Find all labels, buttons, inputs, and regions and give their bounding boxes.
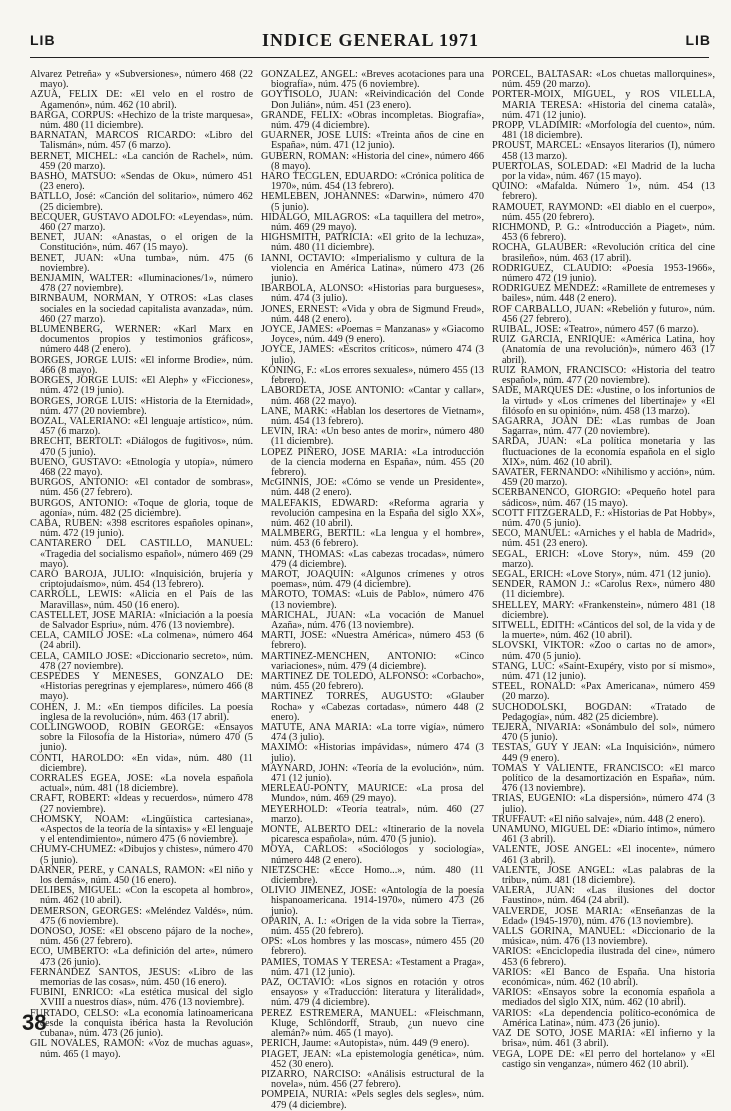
index-entry: HARO TECGLEN, EDUARDO: «Crónica política de 1970», núm. 454 (13 febrero). [261, 171, 484, 193]
index-entry: MAROT, JOAQUIN: «Algunos crímenes y otros poemas», núm. 479 (4 diciembre). [261, 568, 484, 591]
index-entry: DARNER, PERE, y CANALS, RAMON: «El niño y los demás», núm. 450 (16 enero). [30, 864, 253, 887]
index-entry: STANG, LUC: «Saint-Exupéry, visto por sí mismo», núm. 471 (12 junio). [492, 660, 715, 682]
index-entry: PIZARRO, NARCISO: «Análisis estructural de la novela», núm. 456 (27 febrero). [261, 1068, 484, 1091]
index-entry: ROF CARBALLO, JUAN: «Rebelión y futuro», núm. 456 (27 febrero). [492, 303, 715, 325]
index-entry: VALLS GORINA, MANUEL: «Diccionario de la música», núm. 476 (13 noviembre). [492, 926, 715, 948]
index-entry: FERNANDEZ SANTOS, JESUS: «Libro de las memorias de las cosas», núm. 450 (16 enero). [30, 966, 253, 989]
index-entry: SAVATER, FERNANDO: «Nihilismo y acción», núm. 459 (20 marzo). [492, 466, 715, 489]
index-entry: UNAMUNO, MIGUEL DE: «Diario íntimo», número 461 (3 abril). [492, 824, 715, 846]
index-entry: AZUA, FELIX DE: «El velo en el rostro de Agamenón», núm. 462 (10 abril). [30, 89, 253, 111]
index-entry: BRECHT, BERTOLT: «Diálogos de fugitivos», núm. 470 (5 junio). [30, 436, 253, 458]
page-header [30, 32, 711, 56]
index-entry: JOYCE, JAMES: «Poemas = Manzanas» y «Giacomo Joyce», núm. 449 (9 enero). [261, 324, 484, 346]
page-number: 38 [22, 1010, 47, 1035]
index-entry: MEYERHOLD: «Teoría teatral», núm. 460 (27 marzo). [261, 803, 484, 825]
index-entry: CARO BAROJA, JULIO: «Inquisición, brujería y criptojudaísmo», núm. 454 (13 febrero). [30, 568, 253, 591]
index-entry: NIETZSCHE: «Ecce Homo...», núm. 480 (11 diciembre). [261, 864, 484, 887]
index-entry: GOYTISOLO, JUAN: «Reivindicación del Conde Don Julián», núm. 451 (23 enero). [261, 89, 484, 111]
index-entry: CESPEDES Y MENESES, GONZALO DE: «Historias peregrinas y ejemplares», número 466 (8 mayo). [30, 670, 253, 703]
index-entry: MAROTO, TOMAS: «Luis de Pablo», número 476 (13 noviembre). [261, 589, 484, 611]
index-entry: SUCHODOLSKI, BOGDAN: «Tratado de Pedagogía», núm. 482 (25 diciembre). [492, 701, 715, 723]
index-column-3 [492, 69, 715, 1070]
index-entry: PROPP, VLADIMIR: «Morfología del cuento», núm. 481 (18 diciembre). [492, 120, 715, 142]
index-entry: IBARBOLA, ALONSO: «Historias para burgueses», núm. 474 (3 julio). [261, 283, 484, 305]
index-entry: MAXIMO: «Historias impávidas», número 474 (3 julio). [261, 742, 484, 764]
index-entry: RUIBAL, JOSE: «Teatro», número 457 (6 marzo). [492, 324, 699, 336]
index-entry: FUBINI, ENRICO: «La estética musical del siglo XVIII a nuestros días», núm. 476 (13 noviembre). [30, 987, 253, 1009]
index-entry: GUARNER, JOSE LUIS: «Treinta años de cine en España», núm. 471 (12 junio). [261, 130, 484, 152]
index-entry: CANTARERO DEL CASTILLO, MANUEL: «Tragedia del socialismo español», número 469 (29 mayo). [30, 538, 253, 570]
index-entry: STEEL, RONALD: «Pax Americana», número 459 (20 marzo). [492, 681, 715, 703]
index-entry: DEMERSON, GEORGES: «Meléndez Valdés», núm. 475 (6 noviembre). [30, 905, 253, 927]
index-entry: VEGA, LOPE DE: «El perro del hortelano» y «El castigo sin venganza», número 462 (10 abril). [492, 1048, 715, 1070]
index-entry: GUBERN, ROMAN: «Historia del cine», número 466 (8 mayo). [261, 150, 484, 172]
index-entry: BORGES, JORGE LUIS: «Historia de la Eternidad», núm. 477 (20 noviembre). [30, 395, 253, 417]
index-entry: DONOSO, JOSE: «El obsceno pájaro de la noche», núm. 456 (27 febrero). [30, 926, 253, 948]
index-entry: BOZAL, VALERIANO: «El lenguaje artístico», núm. 457 (6 marzo). [30, 415, 253, 438]
index-entry: MALEFAKIS, EDWARD: «Reforma agraria y revolución campesina en la España del siglo XX», núm. 462 (10 abril). [261, 497, 484, 529]
index-entry: BARNATAN, MARCOS RICARDO: «Libro del Talismán», núm. 457 (6 marzo). [30, 130, 253, 152]
index-entry: CONTI, HAROLDO: «En vida», núm. 480 (11 diciembre). [30, 752, 253, 774]
index-entry: LABORDETA, JOSE ANTONIO: «Cantar y callar», núm. 468 (22 mayo). [261, 385, 484, 407]
index-entry: TRIAS, EUGENIO: «La dispersión», número 474 (3 julio). [492, 793, 715, 815]
index-entry: MERLEAU-PONTY, MAURICE: «La prosa del Mundo», núm. 469 (29 mayo). [261, 783, 484, 805]
index-entry: PAZ, OCTAVIO: «Los signos en rotación y otros ensayos» y «Traducción: literatura y literalidad», núm. 479 (4 diciembre). [261, 977, 484, 1009]
index-entry: CHOMSKY, NOAM: «Lingüística cartesiana», «Aspectos de la teoría de la sintaxis» y «El lenguaje y el entendimiento», número 475 (6 noviembre). [30, 813, 253, 846]
index-entry: JONES, ERNEST: «Vida y obra de Sigmund Freud», núm. 448 (2 enero). [261, 303, 484, 325]
index-column-2 [261, 69, 484, 1111]
index-entry: ROCHA, GLAUBER: «Revolución crítica del cine brasileño», núm. 463 (17 abril). [492, 242, 715, 264]
index-entry: OLIVIO JIMENEZ, JOSE: «Antología de la poesía hispanoamericana. 1914-1970», número 473 (26 junio). [261, 885, 484, 917]
index-entry: SHELLEY, MARY: «Frankenstein», número 481 (18 diciembre). [492, 599, 715, 621]
index-entry: BURGOS, ANTONIO: «El contador de sombras», núm. 456 (27 febrero). [30, 477, 253, 499]
index-entry: VARIOS: «La dependencia político-económica de América Latina», núm. 473 (26 junio). [492, 1007, 715, 1029]
index-entry: CABA, RUBEN: «398 escritores españoles opinan», núm. 472 (19 junio). [30, 517, 253, 540]
index-entry: COHEN, J. M.: «En tiempos difíciles. La poesía inglesa de la revolución», núm. 463 (17 abril). [30, 701, 253, 723]
index-entry: VARIOS: «Enciclopedia ilustrada del cine», número 453 (6 febrero). [492, 946, 715, 968]
index-entry: SEGAL, ERICH: «Love Story», núm. 471 (12 junio). [492, 568, 711, 580]
index-entry: KONING, F.: «Los errores sexuales», número 455 (13 febrero). [261, 364, 484, 387]
index-entry: SCERBANENCO, GIORGIO: «Pequeño hotel para sádicos», núm. 467 (15 mayo). [492, 487, 715, 509]
index-entry: TESTAS, GUY Y JEAN: «La Inquisición», número 449 (9 enero). [492, 742, 715, 764]
index-entry: BECQUER, GUSTAVO ADOLFO: «Leyendas», núm. 460 (27 marzo). [30, 211, 253, 234]
index-entry: VALERA, JUAN: «Las ilusiones del doctor Faustino», núm. 464 (24 abril). [492, 885, 715, 907]
index-entry: GIL NOVALES, RAMON: «Voz de muchas aguas», núm. 465 (1 mayo). [30, 1038, 253, 1060]
index-entry: McGINNIS, JOE: «Cómo se vende un Presidente», núm. 448 (2 enero). [261, 477, 484, 499]
header-left-guide: LIB [30, 32, 56, 48]
index-entry: RODRIGUEZ, CLAUDIO: «Poesía 1953-1966», número 472 (19 junio). [492, 262, 715, 285]
index-entry: GRANDE, FELIX: «Obras incompletas. Biografía», núm. 479 (4 diciembre). [261, 109, 484, 132]
index-entry: VALENTE, JOSE ANGEL: «Las palabras de la tribu», núm. 481 (18 diciembre). [492, 864, 715, 887]
index-entry: BASHO, MATSUO: «Sendas de Oku», número 451 (23 enero). [30, 171, 253, 193]
index-entry: CRAFT, ROBERT: «Ideas y recuerdos», número 478 (27 noviembre). [30, 793, 253, 815]
index-entry: CELA, CAMILO JOSE: «Diccionario secreto», núm. 478 (27 noviembre). [30, 650, 253, 672]
index-entry: JOYCE, JAMES: «Escritos críticos», número 474 (3 julio). [261, 344, 484, 366]
index-entry: MATUTE, ANA MARIA: «La torre vigía», número 474 (3 julio). [261, 722, 484, 744]
index-entry: BORGES, JORGE LUIS: «El Aleph» y «Ficciones», núm. 472 (19 junio). [30, 375, 253, 397]
index-entry: VALENTE, JOSE ANGEL: «El inocente», número 461 (3 abril). [492, 844, 715, 866]
index-entry: BIRNBAUM, NORMAN, Y OTROS: «Las clases sociales en la sociedad capitalista avanzada», núm. 460 (27 marzo). [30, 293, 253, 325]
index-entry: BENJAMIN, WALTER: «Iluminaciones/1», número 478 (27 noviembre). [30, 273, 253, 295]
index-entry: LOPEZ PIÑERO, JOSE MARIA: «La introducción de la ciencia moderna en España», núm. 455 (20 febrero). [261, 446, 484, 478]
index-entry: SECO, MANUEL: «Arniches y el habla de Madrid», núm. 451 (23 enero). [492, 528, 715, 550]
index-entry: BUENO, GUSTAVO: «Etnología y utopía», número 468 (22 mayo). [30, 456, 253, 478]
index-entry: CARROLL, LEWIS: «Alicia en el País de las Maravillas», núm. 450 (16 enero). [30, 589, 253, 611]
index-entry: CORRALES EGEA, JOSE: «La novela española actual», núm. 481 (18 diciembre). [30, 773, 253, 795]
index-entry: POMPEIA, NURIA: «Pels segles dels segles», núm. 479 (4 diciembre). [261, 1089, 484, 1111]
index-entry: PORCEL, BALTASAR: «Los chuetas mallorquines», núm. 459 (20 marzo). [492, 69, 715, 91]
index-entry: GONZALEZ, ANGEL: «Breves acotaciones para una biografía», núm. 475 (6 noviembre). [261, 69, 484, 91]
index-entry: MAYNARD, JOHN: «Teoría de la evolución», núm. 471 (12 junio). [261, 762, 484, 785]
index-entry: IANNI, OCTAVIO: «Imperialismo y cultura de la violencia en América Latina», número 473 (26 junio). [261, 252, 484, 285]
index-entry: BURGOS, ANTONIO: «Toque de gloria, toque de agonía», núm. 482 (25 diciembre). [30, 497, 253, 519]
index-entry: SENDER, RAMON J.: «Carolus Rex», número 480 (11 diciembre). [492, 579, 715, 601]
index-entry: BARGA, CORPUS: «Hechizo de la triste marquesa», núm. 480 (11 diciembre). [30, 109, 253, 132]
index-entry: MALMBERG, BERTIL: «La lengua y el hombre», núm. 453 (6 febrero). [261, 528, 484, 550]
index-entry: BENET, JUAN: «Una tumba», núm. 475 (6 noviembre). [30, 252, 253, 274]
index-entry: TRUFFAUT: «El niño salvaje», núm. 448 (2 enero). [492, 813, 706, 825]
index-entry: Alvarez Petreña» y «Subversiones», número 468 (22 mayo). [30, 69, 253, 91]
index-entry: OPS: «Los hombres y las moscas», número 455 (20 febrero). [261, 936, 484, 958]
index-entry: RUIZ RAMON, FRANCISCO: «Historia del teatro español», núm. 477 (20 noviembre). [492, 364, 715, 387]
index-entry: RODRIGUEZ MENDEZ: «Ramillete de entremeses y bailes», núm. 448 (2 enero). [492, 283, 715, 305]
header-title: INDICE GENERAL 1971 [261, 30, 480, 50]
index-entry: VARIOS: «Ensayos sobre la economía española a mediados del siglo XIX, núm. 462 (10 abril). [492, 987, 715, 1009]
index-entry: MARTINEZ TORRES, AUGUSTO: «Glauber Rocha» y «Cabezas cortadas», número 448 (2 enero). [261, 691, 484, 723]
index-entry: VARIOS: «El Banco de España. Una historia económica», núm. 462 (10 abril). [492, 966, 715, 989]
index-entry: MARTINEZ-MENCHEN, ANTONIO: «Cinco variaciones», núm. 479 (4 diciembre). [261, 650, 484, 672]
index-entry: PROUST, MARCEL: «Ensayos literarios (I), número 458 (13 marzo). [492, 140, 715, 162]
index-entry: HEMLEBEN, JOHANNES: «Darwin», número 470 (5 junio). [261, 191, 484, 213]
index-entry: TEJERA, NIVARIA: «Sonámbulo del sol», número 470 (5 junio). [492, 722, 715, 744]
header-rule [30, 57, 709, 58]
index-entry: OPARIN, A. I.: «Origen de la vida sobre la Tierra», núm. 455 (20 febrero). [261, 915, 484, 938]
index-entry: MARTI, JOSE: «Nuestra América», número 453 (6 febrero). [261, 630, 484, 652]
index-entry: QUINO: «Mafalda. Número 1», núm. 454 (13 febrero). [492, 181, 715, 203]
index-entry: CHUMY-CHUMEZ: «Dibujos y chistes», número 470 (5 junio). [30, 844, 253, 866]
index-entry: SLOVSKI, VIKTOR: «Zoo o cartas no de amor», núm. 470 (5 junio). [492, 640, 715, 662]
index-entry: BLUMENBERG, WERNER: «Karl Marx en documentos propios y testimonios gráficos», número 448 (2 enero). [30, 324, 253, 356]
index-entry: LEVIN, IRA: «Un beso antes de morir», número 480 (11 diciembre). [261, 426, 484, 448]
index-entry: TOMAS Y VALIENTE, FRANCISCO: «El marco político de la desamortización en España», núm. 476 (13 noviembre). [492, 762, 715, 795]
index-entry: ECO, UMBERTO: «La definición del arte», número 473 (26 junio). [30, 946, 253, 968]
index-entry: SARDA, JUAN: «La política monetaria y las fluctuaciones de la economía española en el siglo XIX», núm. 462 (10 abril). [492, 436, 715, 468]
header-right-guide: LIB [685, 32, 711, 48]
index-entry: PAMIES, TOMAS Y TERESA: «Testament a Praga», núm. 471 (12 junio). [261, 956, 484, 978]
index-entry: CASTELLET, JOSE MARIA: «Iniciación a la poesía de Salvador Espriu», núm. 476 (13 noviembre). [30, 609, 253, 631]
index-entry: PEREZ ESTREMERA, MANUEL: «Fleischmann, Kluge, Schlöndorff, Straub, ¿un nuevo cine alemán?» núm. 465 (1 mayo). [261, 1007, 484, 1040]
index-entry: SEGAL, ERICH: «Love Story», núm. 459 (20 marzo). [492, 548, 715, 570]
index-entry: RICHMOND, P. G.: «Introducción a Piaget», núm. 453 (6 febrero). [492, 222, 715, 244]
index-entry: RAMOUET, RAYMOND: «El diablo en el cuerpo», núm. 455 (20 febrero). [492, 201, 715, 223]
index-entry: SADE, MARQUES DE: «Justine, o los infortunios de la virtud» y «Los crímenes del libertinaje» y «El filósofo en su opinión», núm. 458 (13 marzo). [492, 385, 715, 417]
index-entry: LANE, MARK: «Hablan los desertores de Vietnam», núm. 454 (13 febrero). [261, 405, 484, 427]
index-entry: CELA, CAMILO JOSE: «La colmena», número 464 (24 abril). [30, 630, 253, 652]
index-entry: RUIZ GARCIA, ENRIQUE: «América Latina, hoy (Anatomía de una revolución)», número 463 (17 abril). [492, 334, 715, 366]
index-entry: MONTE, ALBERTO DEL: «Itinerario de la novela picaresca española», núm. 470 (5 junio). [261, 824, 484, 846]
index-entry: BATLLO, José: «Canción del solitario», número 462 (25 diciembre). [30, 191, 253, 213]
index-entry: PUERTOLAS, SOLEDAD: «El Madrid de la lucha por la vida», núm. 467 (15 mayo). [492, 160, 715, 183]
index-entry: COLLINGWOOD, ROBIN GEORGE: «Ensayos sobre la Filosofía de la Historia», número 470 (5 junio). [30, 722, 253, 754]
index-entry: HIGHSMITH, PATRICIA: «El grito de la lechuza», núm. 480 (11 diciembre). [261, 232, 484, 254]
index-entry: PORTER-MOIX, MIGUEL, y ROS VILELLA, MARIA TERESA: «Historia del cinema català», núm. 471 (12 junio). [492, 89, 715, 121]
index-entry: BENET, JUAN: «Anastas, o el origen de la Constitución», núm. 467 (15 mayo). [30, 232, 253, 254]
index-entry: PERICH, Jaume: «Autopista», núm. 449 (9 enero). [261, 1038, 470, 1050]
index-entry: FURTADO, CELSO: «La economía latinoamericana desde la conquista ibérica hasta la Revolución cubana», núm. 473 (26 junio). [30, 1007, 253, 1040]
index-entry: PIAGET, JEAN: «La epistemología genética», núm. 452 (30 enero). [261, 1048, 484, 1070]
index-entry: BERNET, MICHEL: «La canción de Rachel», núm. 459 (20 marzo). [30, 150, 253, 172]
index-entry: SITWELL, EDITH: «Cánticos del sol, de la vida y de la muerte», núm. 462 (10 abril). [492, 619, 715, 642]
index-entry: HIDALGO, MILAGROS: «La taquillera del metro», núm. 469 (29 mayo). [261, 211, 484, 234]
index-entry: DELIBES, MIGUEL: «Con la escopeta al hombro», núm. 462 (10 abril). [30, 885, 253, 907]
index-entry: VAZ DE SOTO, JOSE MARIA: «El infierno y la brisa», núm. 461 (3 abril). [492, 1028, 715, 1050]
index-entry: SAGARRA, JOAN DE: «Las rumbas de Joan Sagarra», núm. 477 (20 noviembre). [492, 415, 715, 438]
index-entry: SCOTT FITZGERALD, F.: «Historias de Pat Hobby», núm. 470 (5 junio). [492, 507, 715, 529]
index-entry: MARICHAL, JUAN: «La vocación de Manuel Azaña», núm. 476 (13 noviembre). [261, 609, 484, 631]
index-entry: VALVERDE, JOSE MARIA: «Enseñanzas de la Edad» (1945-1970), núm. 476 (13 noviembre). [492, 905, 715, 927]
index-entry: MOYA, CARLOS: «Sociólogos y sociología», número 448 (2 enero). [261, 844, 484, 866]
index-entry: BORGES, JORGE LUIS: «El informe Brodie», núm. 466 (8 mayo). [30, 354, 253, 376]
index-entry: MANN, THOMAS: «Las cabezas trocadas», número 479 (4 diciembre). [261, 548, 484, 570]
index-entry: MARTINEZ DE TOLEDO, ALFONSO: «Corbacho», núm. 455 (20 febrero). [261, 670, 484, 693]
